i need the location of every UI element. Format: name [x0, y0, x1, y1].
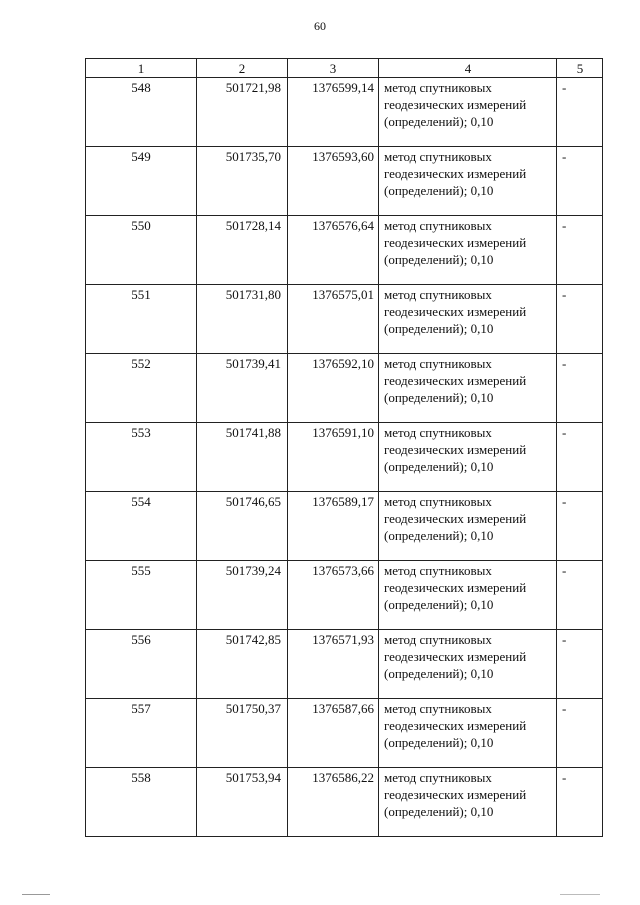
x-coordinate-cell: 501735,70	[197, 147, 288, 216]
table-row	[86, 216, 603, 285]
x-coordinate-cell: 501753,94	[197, 768, 288, 837]
column-header-1: 1	[86, 59, 197, 78]
table-row	[86, 285, 603, 354]
point-number-cell: 553	[86, 423, 197, 492]
scan-artifact	[22, 894, 50, 895]
x-coordinate-cell: 501750,37	[197, 699, 288, 768]
table-row	[86, 423, 603, 492]
column-header-2: 2	[197, 59, 288, 78]
note-cell: -	[557, 699, 603, 768]
method-cell: метод спутниковых геодезических измерений (определений); 0,10	[379, 147, 557, 216]
point-number-cell: 551	[86, 285, 197, 354]
y-coordinate-cell: 1376586,22	[288, 768, 379, 837]
y-coordinate-cell: 1376575,01	[288, 285, 379, 354]
point-number-cell: 556	[86, 630, 197, 699]
method-cell: метод спутниковых геодезических измерений (определений); 0,10	[379, 354, 557, 423]
coordinates-table	[85, 58, 603, 837]
table-row	[86, 354, 603, 423]
page-number: 60	[314, 19, 326, 33]
point-number-cell: 557	[86, 699, 197, 768]
note-cell: -	[557, 216, 603, 285]
note-cell: -	[557, 768, 603, 837]
note-cell: -	[557, 561, 603, 630]
y-coordinate-cell: 1376592,10	[288, 354, 379, 423]
note-cell: -	[557, 423, 603, 492]
method-cell: метод спутниковых геодезических измерений (определений); 0,10	[379, 216, 557, 285]
note-cell: -	[557, 630, 603, 699]
x-coordinate-cell: 501731,80	[197, 285, 288, 354]
table-row	[86, 147, 603, 216]
y-coordinate-cell: 1376587,66	[288, 699, 379, 768]
note-cell: -	[557, 147, 603, 216]
method-cell: метод спутниковых геодезических измерений (определений); 0,10	[379, 78, 557, 147]
x-coordinate-cell: 501741,88	[197, 423, 288, 492]
y-coordinate-cell: 1376573,66	[288, 561, 379, 630]
method-cell: метод спутниковых геодезических измерений (определений); 0,10	[379, 423, 557, 492]
note-cell: -	[557, 285, 603, 354]
note-cell: -	[557, 78, 603, 147]
note-cell: -	[557, 354, 603, 423]
y-coordinate-cell: 1376593,60	[288, 147, 379, 216]
x-coordinate-cell: 501739,24	[197, 561, 288, 630]
method-cell: метод спутниковых геодезических измерений (определений); 0,10	[379, 561, 557, 630]
method-cell: метод спутниковых геодезических измерений (определений); 0,10	[379, 768, 557, 837]
column-header-3: 3	[288, 59, 379, 78]
point-number-cell: 550	[86, 216, 197, 285]
method-cell: метод спутниковых геодезических измерений (определений); 0,10	[379, 285, 557, 354]
point-number-cell: 548	[86, 78, 197, 147]
table-row	[86, 78, 603, 147]
point-number-cell: 555	[86, 561, 197, 630]
method-cell: метод спутниковых геодезических измерений (определений); 0,10	[379, 630, 557, 699]
header-row	[86, 59, 603, 78]
point-number-cell: 552	[86, 354, 197, 423]
method-cell: метод спутниковых геодезических измерений (определений); 0,10	[379, 492, 557, 561]
table-row	[86, 768, 603, 837]
table-row	[86, 561, 603, 630]
table-body	[86, 78, 603, 837]
y-coordinate-cell: 1376571,93	[288, 630, 379, 699]
table-row	[86, 699, 603, 768]
x-coordinate-cell: 501742,85	[197, 630, 288, 699]
y-coordinate-cell: 1376591,10	[288, 423, 379, 492]
point-number-cell: 558	[86, 768, 197, 837]
table-header	[86, 59, 603, 78]
note-cell: -	[557, 492, 603, 561]
x-coordinate-cell: 501721,98	[197, 78, 288, 147]
scan-artifact	[560, 894, 600, 895]
x-coordinate-cell: 501739,41	[197, 354, 288, 423]
table-row	[86, 492, 603, 561]
x-coordinate-cell: 501728,14	[197, 216, 288, 285]
point-number-cell: 549	[86, 147, 197, 216]
point-number-cell: 554	[86, 492, 197, 561]
x-coordinate-cell: 501746,65	[197, 492, 288, 561]
table-row	[86, 630, 603, 699]
y-coordinate-cell: 1376589,17	[288, 492, 379, 561]
y-coordinate-cell: 1376576,64	[288, 216, 379, 285]
column-header-5: 5	[557, 59, 603, 78]
column-header-4: 4	[379, 59, 557, 78]
method-cell: метод спутниковых геодезических измерений (определений); 0,10	[379, 699, 557, 768]
y-coordinate-cell: 1376599,14	[288, 78, 379, 147]
